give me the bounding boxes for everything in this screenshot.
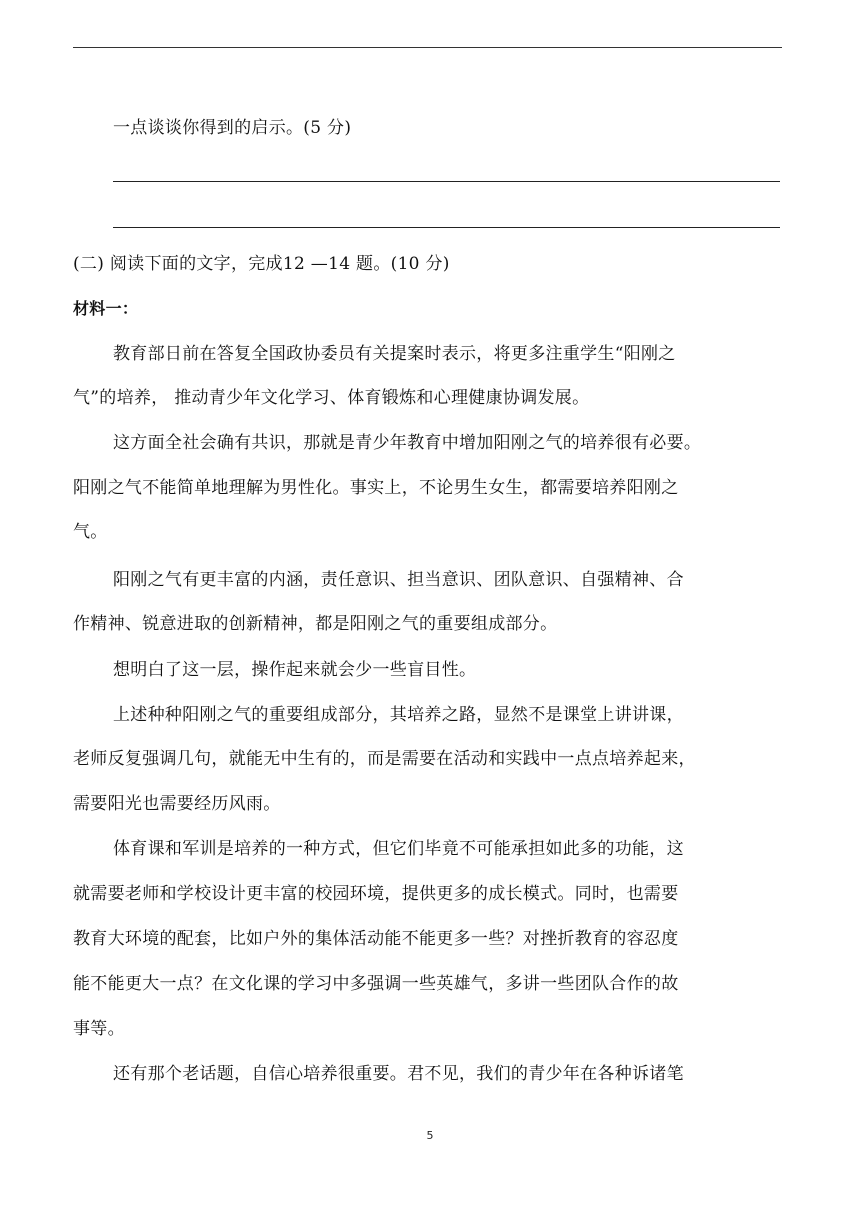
- paragraph-4-line-1: 想明白了这一层，操作起来就会少一些盲目性。: [113, 660, 477, 680]
- paragraph-6-line-5: 事等。: [73, 1019, 125, 1039]
- paragraph-2-line-1: 这方面全社会确有共识，那就是青少年教育中增加阳刚之气的培养很有必要。: [113, 433, 702, 453]
- answer-line-2: [113, 227, 780, 228]
- paragraph-7-line-1: 还有那个老话题，自信心培养很重要。君不见，我们的青少年在各种诉诸笔: [113, 1064, 684, 1084]
- paragraph-1-line-1: 教育部日前在答复全国政协委员有关提案时表示，将更多注重学生“阳刚之: [113, 344, 676, 364]
- paragraph-1-line-2: 气”的培养， 推动青少年文化学习、体育锻炼和心理健康协调发展。: [73, 388, 590, 408]
- paragraph-3-line-2: 作精神、锐意进取的创新精神，都是阳刚之气的重要组成部分。: [73, 614, 558, 634]
- material-label: 材料一：: [73, 299, 139, 318]
- paragraph-6-line-4: 能不能更大一点？在文化课的学习中多强调一些英雄气，多讲一些团队合作的故: [73, 974, 679, 994]
- paragraph-5-line-1: 上述种种阳刚之气的重要组成部分，其培养之路，显然不是课堂上讲讲课，: [113, 705, 684, 725]
- paragraph-2-line-2: 阳刚之气不能简单地理解为男性化。事实上，不论男生女生，都需要培养阳刚之: [73, 478, 679, 498]
- answer-line-1: [113, 181, 780, 182]
- paragraph-6-line-2: 就需要老师和学校设计更丰富的校园环境，提供更多的成长模式。同时，也需要: [73, 884, 679, 904]
- paragraph-6-line-3: 教育大环境的配套，比如户外的集体活动能不能更多一些？对挫折教育的容忍度: [73, 929, 679, 949]
- paragraph-3-line-1: 阳刚之气有更丰富的内涵，责任意识、担当意识、团队意识、自强精神、合: [113, 570, 684, 590]
- section-heading: (二) 阅读下面的文字，完成12 —14 题。(10 分): [73, 254, 450, 274]
- paragraph-2-line-3: 气。: [73, 522, 108, 542]
- header-rule: [73, 47, 782, 48]
- question-tail: 一点谈谈你得到的启示。(5 分): [113, 118, 352, 138]
- page-number: 5: [426, 1129, 434, 1142]
- paragraph-5-line-2: 老师反复强调几句，就能无中生有的，而是需要在活动和实践中一点点培养起来，: [73, 749, 696, 769]
- paragraph-6-line-1: 体育课和军训是培养的一种方式，但它们毕竟不可能承担如此多的功能，这: [113, 839, 684, 859]
- paragraph-5-line-3: 需要阳光也需要经历风雨。: [73, 794, 281, 814]
